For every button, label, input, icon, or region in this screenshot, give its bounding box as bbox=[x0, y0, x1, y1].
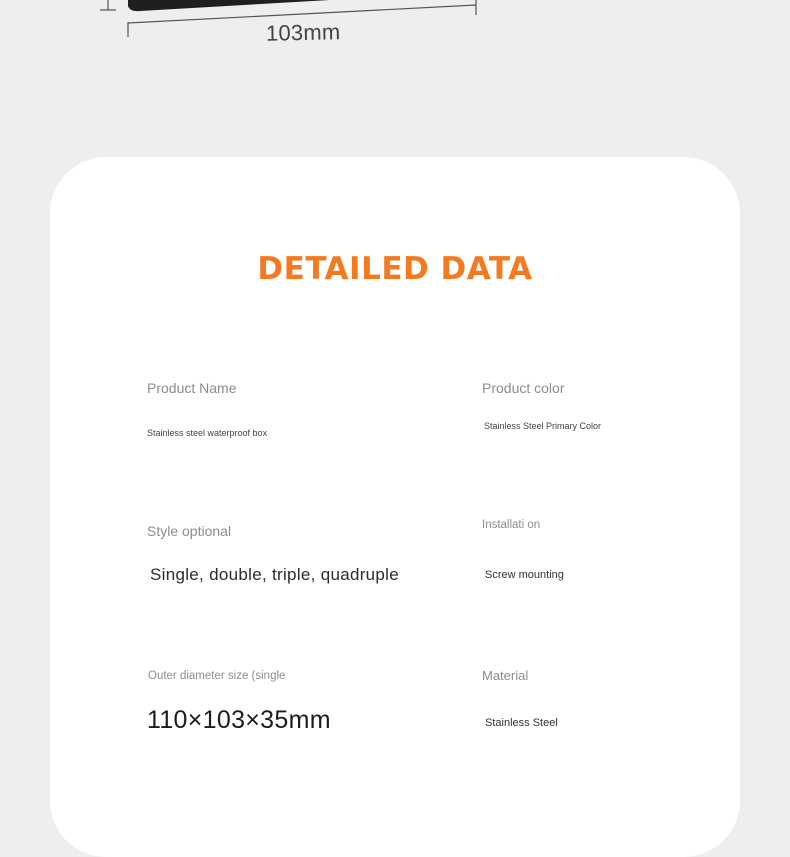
product-edge bbox=[128, 0, 330, 11]
product-dimension-area bbox=[0, 0, 790, 120]
section-title: DETAILED DATA bbox=[257, 251, 533, 287]
material-value: Stainless Steel bbox=[485, 717, 558, 729]
style-value: Single, double, triple, quadruple bbox=[150, 565, 400, 584]
installation-value: Screw mounting bbox=[485, 569, 564, 581]
dimension-label: 103mm bbox=[265, 19, 341, 46]
style-label: Style optional bbox=[147, 523, 232, 539]
product-name-label: Product Name bbox=[147, 380, 237, 396]
product-name-value: Stainless steel waterproof box bbox=[147, 428, 268, 438]
material-label: Material bbox=[482, 668, 529, 683]
product-color-value: Stainless Steel Primary Color bbox=[484, 421, 602, 431]
outer-size-value: 110×103×35mm bbox=[147, 706, 331, 734]
product-color-label: Product color bbox=[482, 380, 565, 396]
installation-label: Installati on bbox=[482, 519, 541, 531]
dimension-drawing bbox=[0, 0, 790, 120]
outer-size-label: Outer diameter size (single bbox=[148, 670, 286, 682]
